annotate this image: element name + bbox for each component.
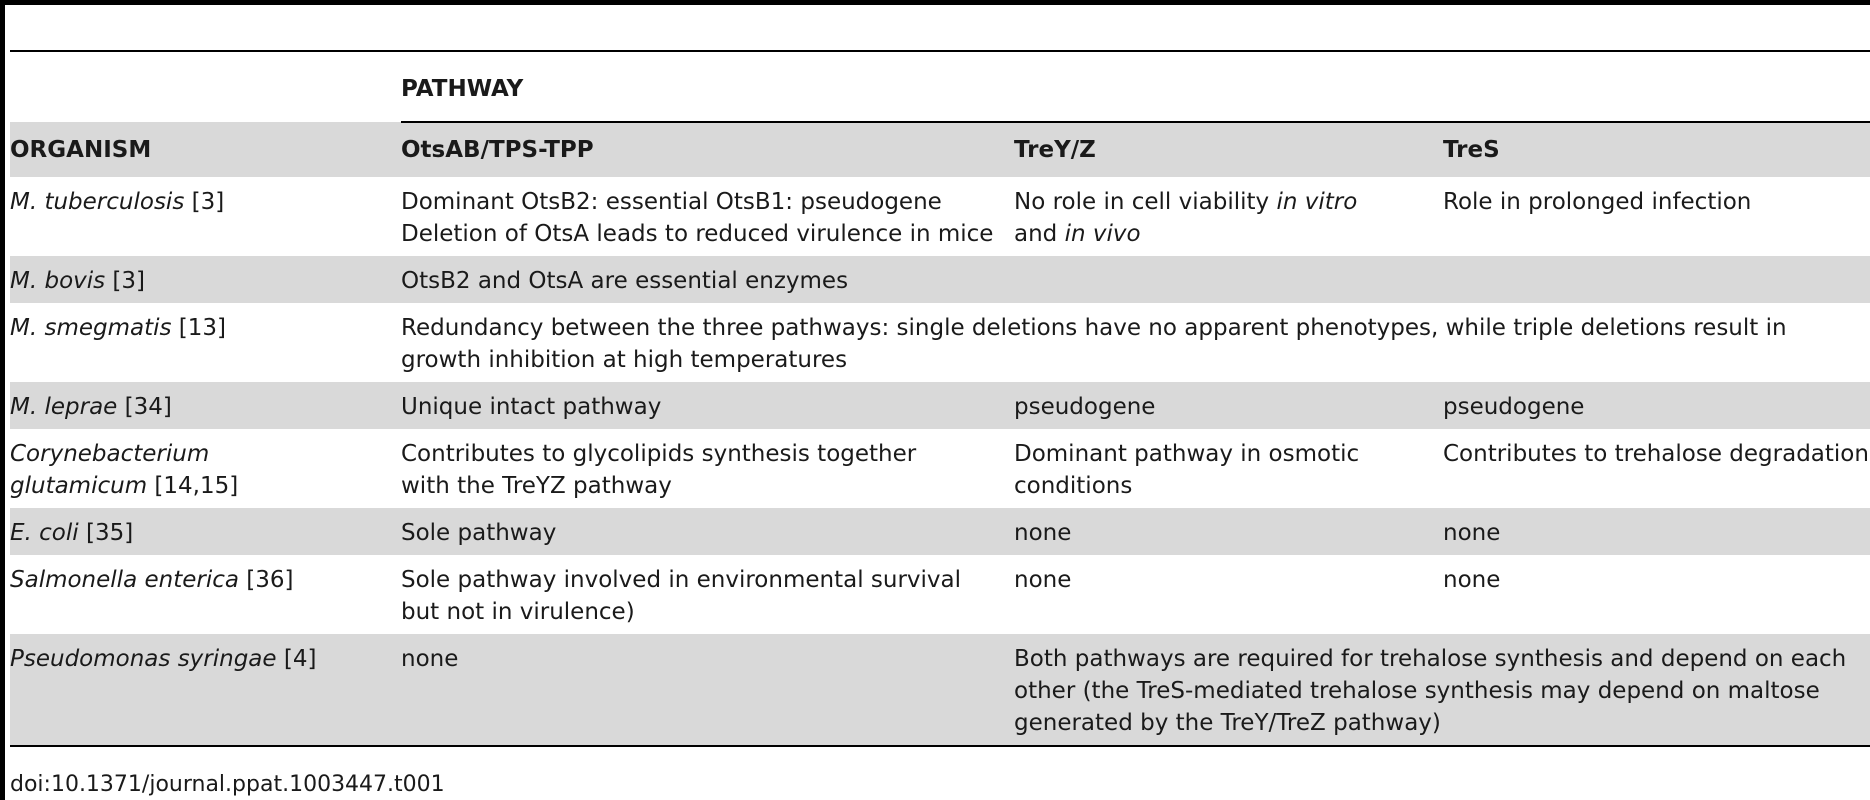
otsab-cell: none [401, 634, 1014, 746]
tres-cell: pseudogene [1443, 382, 1870, 429]
table-row [10, 256, 1870, 303]
otsab-cell: Sole pathway involved in environmental survival but not in virulence) [401, 567, 962, 625]
organism-cell [10, 177, 401, 256]
treyz-cell: pseudogene [1014, 382, 1443, 429]
organism-cell [10, 555, 401, 634]
left-border [0, 0, 5, 800]
treyz-cell: none [1014, 567, 1072, 593]
group-header-row [10, 52, 1870, 122]
table-row [10, 555, 1870, 634]
otsab-cell: Sole pathway [401, 508, 1014, 555]
reference: [3] [184, 189, 225, 215]
organism-name: Pseudomonas syringae [10, 646, 277, 672]
treyz-cell: none [1014, 508, 1443, 555]
pathway-group-header: PATHWAY [401, 52, 1870, 122]
column-header-organism: ORGANISM [10, 122, 401, 177]
organism-cell [10, 429, 401, 508]
trehalose-pathway-table [10, 50, 1870, 747]
column-header-row [10, 122, 1870, 177]
reference: [34] [117, 394, 172, 420]
reference: [36] [238, 567, 294, 593]
reference: [13] [171, 315, 227, 341]
table-row [10, 382, 1870, 429]
reference: [35] [78, 520, 134, 546]
otsab-cell: Redundancy between the three pathways: single deletions have no apparent phenotypes, while triple deletions result in growth inhibition at high temperatures [401, 315, 1787, 373]
tres-cell: none [1443, 508, 1870, 555]
column-header-tres: TreS [1443, 122, 1870, 177]
otsab-cell: Unique intact pathway [401, 382, 1014, 429]
treyz-cell: No role in cell viability in vitro and in vivo [1014, 189, 1358, 247]
organism-name: M. bovis [10, 268, 106, 294]
reference: [4] [276, 646, 317, 672]
organism-name: glutamicum [10, 473, 148, 499]
table-doi-caption: doi:10.1371/journal.ppat.1003447.t001 [10, 772, 445, 797]
otsab-cell: Contributes to glycolipids synthesis together with the TreYZ pathway [401, 441, 917, 499]
tres-cell: none [1443, 567, 1501, 593]
organism-cell [10, 382, 401, 429]
tres-cell: Role in prolonged infection [1443, 189, 1752, 215]
organism-cell [10, 508, 401, 555]
organism-cell [10, 256, 401, 303]
table-row [10, 429, 1870, 508]
table-row [10, 634, 1870, 746]
organism-name: Corynebacterium [10, 441, 210, 467]
organism-name: M. leprae [10, 394, 118, 420]
data-table [10, 50, 1870, 747]
top-border [0, 0, 1870, 5]
reference: [14,15] [147, 473, 239, 499]
organism-cell [10, 634, 401, 746]
organism-name: M. smegmatis [10, 315, 172, 341]
table-row [10, 508, 1870, 555]
table-row [10, 177, 1870, 256]
organism-name: Salmonella enterica [10, 567, 239, 593]
organism-cell [10, 303, 401, 382]
organism-name: E. coli [10, 520, 79, 546]
tres-cell: Contributes to trehalose degradation [1443, 441, 1869, 467]
treyz-cell: Dominant pathway in osmotic conditions [1014, 441, 1360, 499]
column-header-treyz: TreY/Z [1014, 122, 1443, 177]
table-row [10, 303, 1870, 382]
otsab-cell: OtsB2 and OtsA are essential enzymes [401, 256, 1870, 303]
organism-name: M. tuberculosis [10, 189, 185, 215]
otsab-cell: Dominant OtsB2: essential OtsB1: pseudogene Deletion of OtsA leads to reduced virulence in mice [401, 189, 994, 247]
column-header-otsab: OtsAB/TPS-TPP [401, 122, 1014, 177]
reference: [3] [105, 268, 146, 294]
treyz-tres-cell: Both pathways are required for trehalose synthesis and depend on each other (the TreS-mediated trehalose synthesis may depend on maltose generated by the TreY/TreZ pathway) [1014, 634, 1870, 746]
